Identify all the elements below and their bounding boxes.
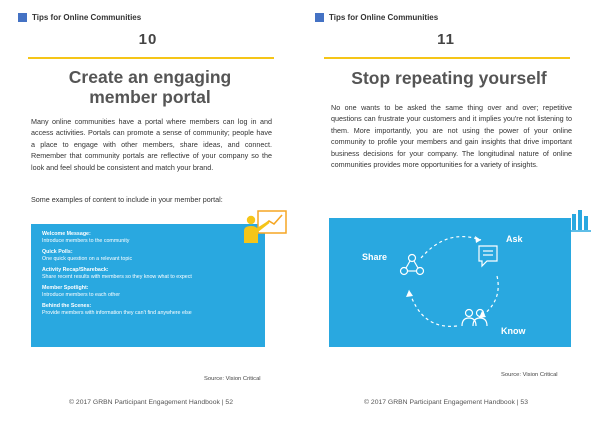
right-paragraph: No one wants to be asked the same thing over and over; repetitive questions can frustrate your customers and it implies you're not listening to them. More importantly, you are not using the power of your online community to profile your members and gain insights that drive important business decisions for your company. The longitudinal nature of online communities provides more opportunities for a variety of insights. [331,103,572,170]
portal-item-desc: Provide members with information they can't find anywhere else [42,310,192,316]
bar-chart-icon [562,206,592,234]
portal-item-title: Behind the Scenes: [42,303,92,309]
left-paragraph: Many online communities have a portal where members can log in and access activities. Portals can promote a sense of community; people have a place to engage with other members, share ideas, and connect. Remember that community portals are reflective of your company so the look and feel should be consistent and match your brand. [31,117,272,172]
left-title-line2: member portal [89,87,211,107]
right-header-label: Tips for Online Communities [329,13,439,22]
portal-item-desc: Share recent results with members so they know what to expect [42,274,192,280]
right-divider [324,57,570,59]
portal-item [42,285,257,299]
left-header-label: Tips for Online Communities [32,13,142,22]
portal-content-box [31,224,265,347]
right-page [300,0,600,424]
cycle-label-share: Share [362,252,388,262]
portal-item-title: Welcome Message: [42,231,91,237]
left-source: Source: Vision Critical [204,376,261,382]
portal-item-title: Activity Recap/Shareback: [42,267,109,273]
right-header [315,13,438,22]
left-title [20,67,280,107]
portal-item-desc: One quick question on a relevant topic [42,256,133,262]
right-footer: © 2017 GRBN Participant Engagement Handbook | 53 [364,399,528,406]
portal-item [42,303,257,317]
insight-cycle-box [329,218,571,347]
portal-item [42,267,257,281]
left-footer: © 2017 GRBN Participant Engagement Handbook | 52 [69,399,233,406]
people-icon [462,310,487,327]
cycle-label-ask: Ask [506,234,523,244]
share-network-icon [401,255,424,275]
presenter-icon [242,209,288,245]
portal-item-title: Quick Polls: [42,249,73,255]
left-title-line1: Create an engaging [68,67,232,87]
portal-item [42,249,257,263]
cycle-label-know: Know [501,326,526,336]
header-square-icon [315,13,324,22]
header-square-icon [18,13,27,22]
right-source: Source: Vision Critical [501,372,558,378]
left-divider [28,57,274,59]
right-title: Stop repeating yourself [351,68,547,88]
portal-item [42,231,257,245]
portal-item-title: Member Spotlight: [42,285,89,291]
examples-intro: Some examples of content to include in your member portal: [31,195,223,204]
chat-bubble-icon [479,246,497,266]
left-tip-number: 10 [138,31,158,48]
left-header [18,13,141,22]
portal-item-desc: Introduce members to each other [42,292,121,298]
cycle-diagram [329,218,571,347]
right-tip-number: 11 [437,31,455,48]
portal-item-desc: Introduce members to the community [42,238,130,244]
